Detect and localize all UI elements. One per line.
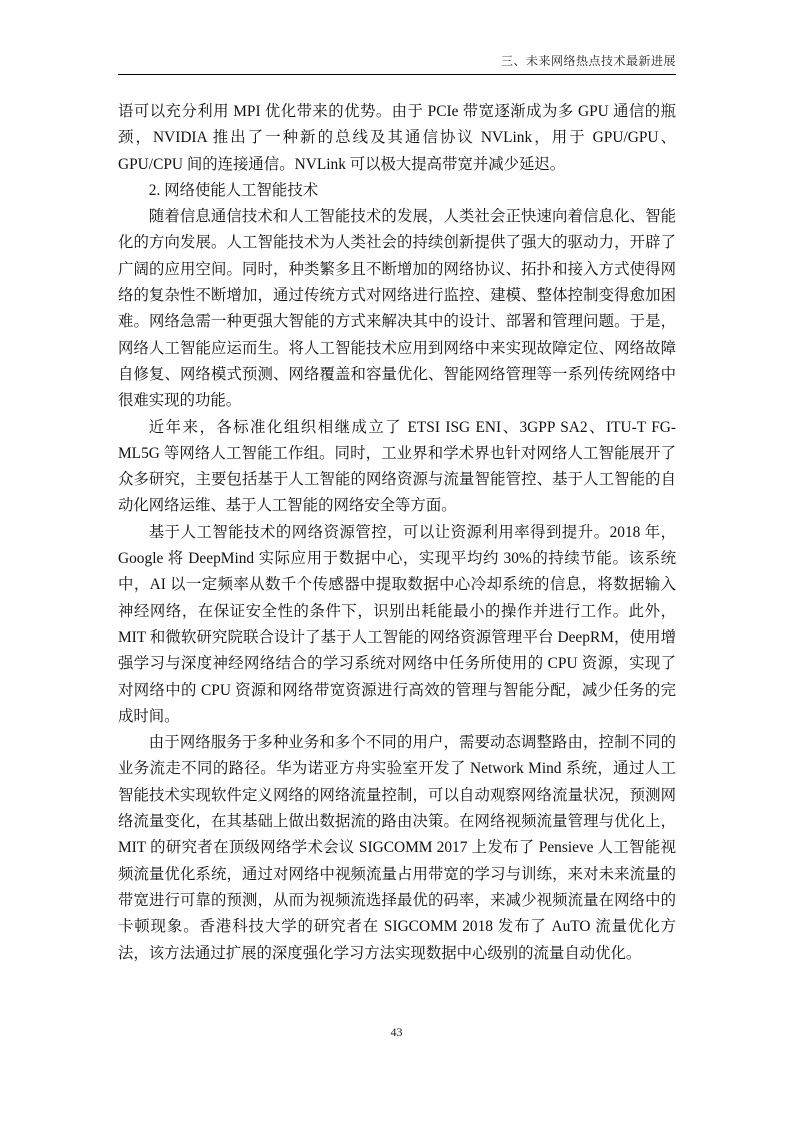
paragraph-continuation: 语可以充分利用 MPI 优化带来的优势。由于 PCIe 带宽逐渐成为多 GPU 通信的瓶颈，NVIDIA 推出了一种新的总线及其通信协议 NVLink，用于 GPU/GPU、GPU/CPU 间的连接通信。NVLink 可以极大提高带宽并减少延迟。 <box>118 103 676 173</box>
running-header <box>118 52 676 75</box>
paragraph: 随着信息通信技术和人工智能技术的发展，人类社会正快速向着信息化、智能化的方向发展。人工智能技术为人类社会的持续创新提供了强大的驱动力，开辟了广阔的应用空间。同时，种类繁多且不断增加的网络协议、拓扑和接入方式使得网络的复杂性不断增加，通过传统方式对网络进行监控、建模、整体控制变得愈加困难。网络急需一种更强大智能的方式来解决其中的设计、部署和管理问题。于是，网络人工智能应运而生。将人工智能技术应用到网络中来实现故障定位、网络故障自修复、网络模式预测、网络覆盖和容量优化、智能网络管理等一系列传统网络中很难实现的功能。 <box>118 208 676 410</box>
running-header-title: 三、未来网络热点技术最新进展 <box>500 54 676 68</box>
paragraph: 基于人工智能技术的网络资源管控，可以让资源利用率得到提升。2018 年，Google 将 DeepMind 实际应用于数据中心，实现平均约 30%的持续节能。该系统中，AI 以一定频率从数千个传感器中提取数据中心冷却系统的信息，将数据输入神经网络，在保证安全性的条件下，识别出耗能最小的操作并进行工作。此外，MIT 和微软研究院联合设计了基于人工智能的网络资源管理平台 DeepRM，使用增强学习与深度神经网络结合的学习系统对网络中任务所使用的 CPU 资源，实现了对网络中的 CPU 资源和网络带宽资源进行高效的管理与智能分配，减少任务的完成时间。 <box>118 523 676 725</box>
paragraph: 近年来，各标准化组织相继成立了 ETSI ISG ENI、3GPP SA2、ITU-T FG-ML5G 等网络人工智能工作组。同时，工业界和学术界也针对网络人工智能展开了众多研究，主要包括基于人工智能的网络资源与流量智能管控、基于人工智能的自动化网络运维、基于人工智能的网络安全等方面。 <box>118 418 676 515</box>
page-number: 43 <box>390 1025 403 1039</box>
paragraph: 由于网络服务于多种业务和多个不同的用户，需要动态调整路由，控制不同的业务流走不同的路径。华为诺亚方舟实验室开发了 Network Mind 系统，通过人工智能技术实现软件定义网络的网络流量控制，可以自动观察网络流量状况，预测网络流量变化，在其基础上做出数据流的路由决策。在网络视频流量管理与优化上，MIT 的研究者在顶级网络学术会议 SIGCOMM 2017 上发布了 Pensieve 人工智能视频流量优化系统，通过对网络中视频流量占用带宽的学习与训练，来对未来流量的带宽进行可靠的预测，从而为视频流选择最优的码率，来减少视频流量在网络中的卡顿现象。香港科技大学的研究者在 SIGCOMM 2018 发布了 AuTO 流量优化方法，该方法通过扩展的深度强化学习方法实现数据中心级别的流量自动优化。 <box>118 734 676 962</box>
section-heading: 2. 网络使能人工智能技术 <box>148 181 319 199</box>
body-text <box>118 99 676 967</box>
